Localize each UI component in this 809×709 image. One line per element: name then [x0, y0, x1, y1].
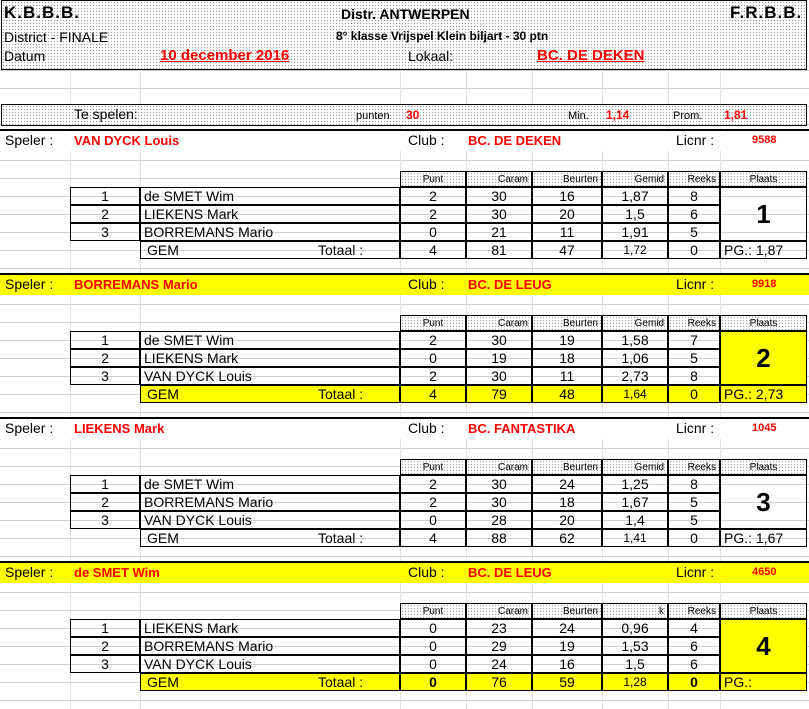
club-label: Club :	[408, 420, 445, 436]
row-number: 2	[70, 205, 140, 223]
cell-beurten: 19	[532, 331, 602, 349]
te-spelen-label: Te spelen:	[74, 106, 138, 122]
cell-reeks: 8	[668, 367, 720, 385]
cell-reeks: 8	[668, 475, 720, 493]
opponent-name: LIEKENS Mark	[140, 205, 400, 223]
cell-gemid: 1,4	[602, 511, 668, 529]
cell-gemid: 1,25	[602, 475, 668, 493]
gem-label: GEM	[140, 385, 400, 403]
col-header-beurten: Beurten	[532, 315, 602, 331]
pg-value: PG.: 1,87	[720, 241, 807, 259]
cell-reeks: 6	[668, 637, 720, 655]
col-header-punt: Punt	[400, 603, 466, 619]
cell-punt: 0	[400, 637, 466, 655]
place-number: 1	[720, 187, 807, 241]
row-number: 2	[70, 349, 140, 367]
cell-caram: 30	[466, 475, 532, 493]
cell-gemid: 1,53	[602, 637, 668, 655]
opponent-name: VAN DYCK Louis	[140, 511, 400, 529]
total-beurten: 48	[532, 385, 602, 403]
col-header-gemid: Gemid	[602, 171, 668, 187]
licnr-label: Licnr :	[676, 276, 715, 292]
total-punt: 4	[400, 385, 466, 403]
row-number: 3	[70, 367, 140, 385]
cell-reeks: 4	[668, 619, 720, 637]
cell-beurten: 16	[532, 187, 602, 205]
cell-beurten: 16	[532, 655, 602, 673]
cell-reeks: 5	[668, 511, 720, 529]
prom-label: Prom.	[673, 110, 703, 122]
cell-gemid: 1,5	[602, 205, 668, 223]
cell-punt: 2	[400, 367, 466, 385]
lokaal-value: BC. DE DEKEN	[537, 47, 645, 64]
total-caram: 81	[466, 241, 532, 259]
cell-caram: 30	[466, 187, 532, 205]
gem-label: GEM	[140, 241, 400, 259]
cell-punt: 0	[400, 655, 466, 673]
club-name: BC. DE LEUG	[468, 277, 552, 292]
col-header-gemid: k	[602, 603, 668, 619]
cell-reeks: 6	[668, 205, 720, 223]
cell-beurten: 11	[532, 223, 602, 241]
cell-beurten: 18	[532, 349, 602, 367]
totaal-label: Totaal :	[318, 674, 364, 690]
speler-label: Speler :	[5, 420, 54, 436]
total-beurten: 47	[532, 241, 602, 259]
cell-caram: 30	[466, 493, 532, 511]
col-header-gemid: Gemid	[602, 459, 668, 475]
cell-punt: 2	[400, 493, 466, 511]
club-name: BC. DE LEUG	[468, 565, 552, 580]
cell-beurten: 24	[532, 475, 602, 493]
col-header-beurten: Beurten	[532, 603, 602, 619]
total-beurten: 59	[532, 673, 602, 691]
cell-reeks: 6	[668, 655, 720, 673]
cell-gemid: 1,91	[602, 223, 668, 241]
totaal-label: Totaal :	[318, 530, 364, 546]
cell-punt: 2	[400, 475, 466, 493]
cell-punt: 0	[400, 223, 466, 241]
total-punt: 4	[400, 529, 466, 547]
club-label: Club :	[408, 276, 445, 292]
cell-gemid: 1,87	[602, 187, 668, 205]
row-number: 2	[70, 493, 140, 511]
col-header-beurten: Beurten	[532, 171, 602, 187]
col-header-caram: Caram	[466, 315, 532, 331]
kbbb-title: K.B.B.B.	[4, 3, 80, 22]
cell-reeks: 7	[668, 331, 720, 349]
col-header-plaats: Plaats	[720, 603, 807, 619]
club-label: Club :	[408, 132, 445, 148]
speler-label: Speler :	[5, 132, 54, 148]
col-header-reeks: Reeks	[668, 459, 720, 475]
totaal-label: Totaal :	[318, 242, 364, 258]
opponent-name: LIEKENS Mark	[140, 619, 400, 637]
cell-punt: 2	[400, 205, 466, 223]
cell-caram: 24	[466, 655, 532, 673]
total-caram: 76	[466, 673, 532, 691]
place-number: 3	[720, 475, 807, 529]
cell-caram: 30	[466, 205, 532, 223]
cell-reeks: 8	[668, 187, 720, 205]
club-name: BC. DE DEKEN	[468, 133, 562, 148]
total-gemid: 1,72	[602, 241, 668, 259]
opponent-name: BORREMANS Mario	[140, 637, 400, 655]
cell-beurten: 24	[532, 619, 602, 637]
gem-label: GEM	[140, 529, 400, 547]
gem-label: GEM	[140, 673, 400, 691]
total-caram: 79	[466, 385, 532, 403]
place-number: 4	[720, 619, 807, 673]
min-label: Min.	[568, 110, 589, 122]
totaal-label: Totaal :	[318, 386, 364, 402]
distr-title: Distr. ANTWERPEN	[341, 6, 470, 22]
col-header-plaats: Plaats	[720, 459, 807, 475]
frbb-title: F.R.B.B.	[730, 3, 803, 22]
cell-reeks: 5	[668, 349, 720, 367]
total-caram: 88	[466, 529, 532, 547]
licnr-value: 4650	[752, 566, 777, 578]
cell-beurten: 11	[532, 367, 602, 385]
col-header-caram: Caram	[466, 171, 532, 187]
cell-punt: 0	[400, 349, 466, 367]
licnr-label: Licnr :	[676, 420, 715, 436]
col-header-punt: Punt	[400, 459, 466, 475]
col-header-reeks: Reeks	[668, 603, 720, 619]
cell-beurten: 20	[532, 511, 602, 529]
col-header-plaats: Plaats	[720, 171, 807, 187]
opponent-name: VAN DYCK Louis	[140, 367, 400, 385]
row-number: 3	[70, 511, 140, 529]
row-number: 1	[70, 187, 140, 205]
punten-value: 30	[406, 108, 420, 122]
cell-gemid: 0,96	[602, 619, 668, 637]
col-header-punt: Punt	[400, 171, 466, 187]
row-number: 1	[70, 475, 140, 493]
cell-caram: 19	[466, 349, 532, 367]
cell-reeks: 5	[668, 223, 720, 241]
col-header-plaats: Plaats	[720, 315, 807, 331]
row-number: 2	[70, 637, 140, 655]
total-reeks: 0	[668, 529, 720, 547]
col-header-caram: Caram	[466, 459, 532, 475]
cell-punt: 2	[400, 331, 466, 349]
opponent-name: VAN DYCK Louis	[140, 655, 400, 673]
licnr-value: 1045	[752, 422, 777, 434]
pg-value: PG.: 1,67	[720, 529, 807, 547]
min-value: 1,14	[606, 108, 630, 122]
total-gemid: 1,41	[602, 529, 668, 547]
club-label: Club :	[408, 564, 445, 580]
cell-gemid: 1,06	[602, 349, 668, 367]
prom-value: 1,81	[724, 108, 748, 122]
cell-caram: 30	[466, 331, 532, 349]
cell-caram: 21	[466, 223, 532, 241]
licnr-label: Licnr :	[676, 564, 715, 580]
col-header-reeks: Reeks	[668, 171, 720, 187]
punten-label: punten	[356, 110, 390, 122]
club-name: BC. FANTASTIKA	[468, 421, 576, 436]
total-gemid: 1,64	[602, 385, 668, 403]
datum-label: Datum	[4, 48, 46, 64]
cell-caram: 28	[466, 511, 532, 529]
cell-gemid: 2,73	[602, 367, 668, 385]
opponent-name: LIEKENS Mark	[140, 349, 400, 367]
opponent-name: de SMET Wim	[140, 475, 400, 493]
cell-gemid: 1,5	[602, 655, 668, 673]
pg-value: PG.: 2,73	[720, 385, 807, 403]
licnr-label: Licnr :	[676, 132, 715, 148]
licnr-value: 9588	[752, 134, 777, 146]
col-header-gemid: Gemid	[602, 315, 668, 331]
place-number: 2	[720, 331, 807, 385]
date-value: 10 december 2016	[160, 47, 290, 64]
player-name: BORREMANS Mario	[74, 277, 198, 292]
total-reeks: 0	[668, 673, 720, 691]
cell-punt: 0	[400, 619, 466, 637]
player-name: de SMET Wim	[74, 565, 160, 580]
pg-value: PG.:	[720, 673, 807, 691]
opponent-name: BORREMANS Mario	[140, 493, 400, 511]
cell-gemid: 1,58	[602, 331, 668, 349]
total-beurten: 62	[532, 529, 602, 547]
total-gemid: 1,28	[602, 673, 668, 691]
speler-label: Speler :	[5, 276, 54, 292]
opponent-name: BORREMANS Mario	[140, 223, 400, 241]
row-number: 1	[70, 331, 140, 349]
total-punt: 0	[400, 673, 466, 691]
cell-beurten: 18	[532, 493, 602, 511]
col-header-caram: Caram	[466, 603, 532, 619]
cell-caram: 30	[466, 367, 532, 385]
cell-beurten: 20	[532, 205, 602, 223]
player-name: LIEKENS Mark	[74, 421, 165, 436]
cell-gemid: 1,67	[602, 493, 668, 511]
total-reeks: 0	[668, 241, 720, 259]
cell-punt: 2	[400, 187, 466, 205]
total-punt: 4	[400, 241, 466, 259]
speler-label: Speler :	[5, 564, 54, 580]
col-header-beurten: Beurten	[532, 459, 602, 475]
opponent-name: de SMET Wim	[140, 331, 400, 349]
lokaal-label: Lokaal:	[408, 48, 454, 64]
row-number: 3	[70, 655, 140, 673]
cell-reeks: 5	[668, 493, 720, 511]
licnr-value: 9918	[752, 278, 777, 290]
total-reeks: 0	[668, 385, 720, 403]
cell-beurten: 19	[532, 637, 602, 655]
row-number: 3	[70, 223, 140, 241]
opponent-name: de SMET Wim	[140, 187, 400, 205]
cell-punt: 0	[400, 511, 466, 529]
district-label: District - FINALE	[4, 29, 109, 45]
player-name: VAN DYCK Louis	[74, 133, 180, 148]
col-header-punt: Punt	[400, 315, 466, 331]
klasse-title: 8° klasse Vrijspel Klein biljart - 30 ptn	[336, 29, 549, 43]
row-number: 1	[70, 619, 140, 637]
cell-caram: 29	[466, 637, 532, 655]
col-header-reeks: Reeks	[668, 315, 720, 331]
cell-caram: 23	[466, 619, 532, 637]
